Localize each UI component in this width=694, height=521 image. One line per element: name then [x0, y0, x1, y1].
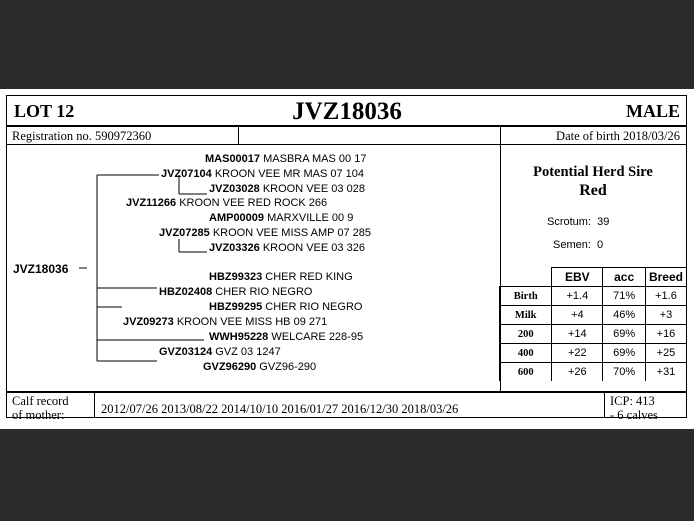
pedigree-code: JVZ11266 — [126, 197, 177, 209]
ebv-table — [499, 267, 686, 381]
animal-id: JVZ18036 — [292, 98, 402, 125]
icp-value: ICP: 413 — [610, 394, 655, 408]
breed-value: +31 — [645, 363, 686, 382]
ebv-row-label: Birth — [500, 287, 552, 306]
pedigree-name: GVZ 03 1247 — [215, 346, 281, 358]
scrotum-value: 39 — [597, 216, 610, 228]
pedigree-entry — [209, 331, 363, 343]
divider — [7, 391, 686, 393]
pedigree-entry — [209, 212, 353, 224]
ebv-row-label: Milk — [500, 306, 552, 325]
semen-field — [553, 239, 603, 251]
animal-sex: MALE — [626, 101, 680, 121]
scrotum-field — [547, 216, 609, 228]
pedigree-entry — [209, 271, 353, 283]
ebv-value: +22 — [552, 344, 603, 363]
pedigree-entry — [209, 183, 365, 195]
acc-value: 69% — [603, 344, 646, 363]
ebv-row — [500, 325, 687, 344]
acc-header: acc — [603, 268, 646, 287]
registration-field — [12, 129, 151, 144]
pedigree-code: GVZ03124 — [159, 346, 213, 358]
calves-count: - 6 calves — [610, 408, 658, 422]
date-of-birth-field — [556, 129, 680, 144]
acc-value: 46% — [603, 306, 646, 325]
breed-header: Breed — [645, 268, 686, 287]
pedigree-name: GVZ96-290 — [259, 361, 317, 373]
pedigree-entry — [161, 168, 364, 180]
ebv-value: +4 — [552, 306, 603, 325]
ebv-value: +1.4 — [552, 287, 603, 306]
acc-value: 71% — [603, 287, 646, 306]
ebv-value: +14 — [552, 325, 603, 344]
icp-info — [610, 394, 658, 422]
pedigree-name: KROON VEE RED ROCK 266 — [179, 197, 328, 209]
card-frame — [6, 95, 687, 422]
breed-value: +3 — [645, 306, 686, 325]
semen-value: 0 — [597, 239, 604, 251]
pedigree-name: CHER RIO NEGRO — [215, 286, 313, 298]
registration-value: 590972360 — [94, 129, 152, 143]
calf-record-label-line2: of mother: — [12, 408, 65, 422]
pedigree-entry — [159, 346, 281, 358]
acc-value: 70% — [603, 363, 646, 382]
ebv-row — [500, 306, 687, 325]
pedigree-name: MASBRA MAS 00 17 — [263, 153, 367, 165]
pedigree-code: JVZ09273 — [123, 316, 174, 328]
pedigree-code: GVZ96290 — [203, 361, 257, 373]
dob-value: 2018/03/26 — [623, 129, 680, 143]
pedigree-code: HBZ02408 — [159, 286, 213, 298]
status-colour: Red — [579, 182, 607, 199]
lot-number: LOT 12 — [14, 101, 75, 121]
pedigree-code: WWH95228 — [209, 331, 269, 343]
pedigree-name: CHER RED KING — [265, 271, 353, 283]
ebv-row-label: 600 — [500, 363, 552, 382]
ebv-header-row — [500, 268, 687, 287]
pedigree-entry — [209, 301, 362, 313]
breed-value: +16 — [645, 325, 686, 344]
pedigree-entry — [126, 197, 327, 209]
calf-record-dates: 2012/07/26 2013/08/22 2014/10/10 2016/01/27 2016/12/30 2018/03/26 — [101, 402, 459, 416]
ebv-value: +26 — [552, 363, 603, 382]
pedigree-name: MARXVILLE 00 9 — [267, 212, 354, 224]
pedigree-code: MAS00017 — [205, 153, 261, 165]
pedigree-name: KROON VEE MISS HB 09 271 — [176, 316, 328, 328]
divider — [7, 125, 686, 127]
pedigree-name: WELCARE 228-95 — [271, 331, 364, 343]
ebv-row — [500, 287, 687, 306]
calf-record-label — [12, 394, 69, 422]
pedigree-code: JVZ03326 — [209, 242, 260, 254]
registration-label: Registration no. — [12, 129, 92, 143]
divider — [94, 393, 95, 417]
ebv-header: EBV — [552, 268, 603, 287]
dob-label: Date of birth — [556, 129, 620, 143]
pedigree-entry — [159, 286, 312, 298]
ebv-row — [500, 344, 687, 363]
pedigree-name: KROON VEE 03 326 — [262, 242, 365, 254]
pedigree-name: KROON VEE MR MAS 07 104 — [214, 168, 364, 180]
semen-label: Semen: — [553, 239, 591, 251]
pedigree-code: JVZ07285 — [159, 227, 210, 239]
pedigree-entry — [205, 153, 366, 165]
status-title: Potential Herd Sire — [533, 164, 653, 180]
ebv-row-label: 400 — [500, 344, 552, 363]
pedigree-entry — [209, 242, 365, 254]
calf-record-label-line1: Calf record — [12, 394, 69, 408]
breed-value: +1.6 — [645, 287, 686, 306]
acc-value: 69% — [603, 325, 646, 344]
pedigree-code: HBZ99323 — [209, 271, 263, 283]
pedigree-code: HBZ99295 — [209, 301, 263, 313]
divider — [500, 127, 501, 144]
ebv-row-label: 200 — [500, 325, 552, 344]
pedigree-name: KROON VEE 03 028 — [262, 183, 365, 195]
pedigree-entry — [203, 361, 316, 373]
ebv-corner — [500, 268, 552, 287]
pedigree-code: AMP00009 — [209, 212, 265, 224]
pedigree-code: JVZ03028 — [209, 183, 260, 195]
pedigree-code: JVZ07104 — [161, 168, 212, 180]
breed-value: +25 — [645, 344, 686, 363]
pedigree-subject: JVZ18036 — [13, 262, 69, 276]
divider — [604, 393, 605, 417]
pedigree-name: KROON VEE MISS AMP 07 285 — [212, 227, 371, 239]
pedigree-entry — [123, 316, 327, 328]
pedigree-name: CHER RIO NEGRO — [265, 301, 363, 313]
ebv-row — [500, 363, 687, 382]
divider — [238, 127, 239, 144]
pedigree-entry — [159, 227, 371, 239]
lot-card — [0, 89, 694, 429]
scrotum-label: Scrotum: — [547, 216, 592, 228]
